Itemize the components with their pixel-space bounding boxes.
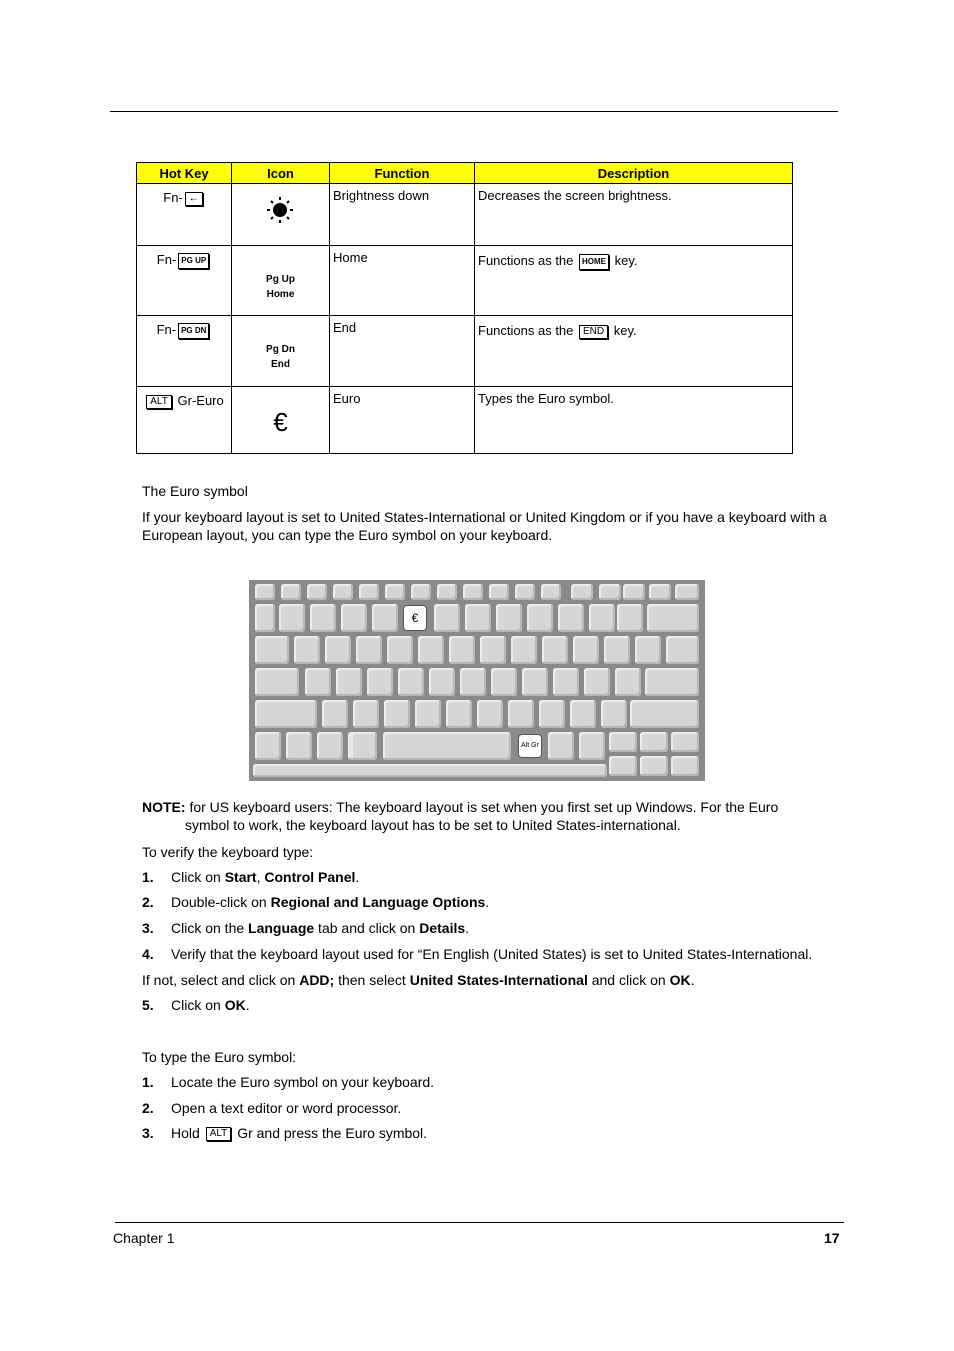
description-text: key.: [614, 253, 638, 268]
note-line2: symbol to work, the keyboard layout has to be set to United States-international.: [185, 817, 681, 833]
key: [589, 604, 615, 632]
hotkey-cell: [137, 387, 232, 454]
step-text: Open a text editor or word processor.: [171, 1100, 402, 1116]
description-cell: Types the Euro symbol.: [475, 387, 793, 454]
key: [491, 668, 517, 696]
key: [372, 604, 398, 632]
key: [398, 668, 424, 696]
key: [542, 636, 568, 664]
col-header-description: Description: [475, 163, 793, 184]
table-row: [137, 184, 793, 246]
key: [675, 584, 699, 600]
col-header-hotkey: Hot Key: [137, 163, 232, 184]
step-number: 3.: [142, 1125, 154, 1141]
hotkey-suffix: Gr-Euro: [177, 393, 224, 408]
key: [480, 636, 506, 664]
key: [671, 732, 699, 752]
key: [255, 700, 317, 728]
icon-line: Pg Dn: [266, 344, 295, 355]
key: [325, 636, 351, 664]
function-cell: Euro: [330, 387, 475, 454]
table-header-row: [137, 163, 793, 184]
footer-rule: [115, 1222, 844, 1223]
text-run: tab and click on: [314, 920, 420, 936]
text-run: If not, select and click on: [142, 972, 300, 988]
header-rule: [110, 111, 838, 112]
text-run: .: [245, 997, 250, 1013]
description-text: Functions as the: [478, 253, 574, 268]
text-run: .: [485, 894, 490, 910]
key: [255, 604, 275, 632]
footer-page-number: 17: [824, 1230, 840, 1246]
step-number: 1.: [142, 1074, 154, 1090]
note-label: NOTE:: [142, 799, 186, 815]
key: [671, 756, 699, 776]
key: [255, 668, 299, 696]
euro-icon: €: [273, 407, 288, 437]
footer-chapter: Chapter 1: [113, 1230, 175, 1246]
key: [281, 584, 301, 600]
altgr-key: Alt Gr: [519, 735, 541, 757]
step-number: 2.: [142, 894, 154, 910]
text-run: Gr and press the Euro symbol.: [237, 1125, 428, 1141]
key: [571, 584, 593, 600]
text-run: Click on the: [171, 920, 249, 936]
key: [333, 584, 353, 600]
key: [356, 636, 382, 664]
hotkey-prefix: Fn-: [163, 190, 183, 205]
text-bold: Language: [248, 920, 315, 936]
description-cell: Decreases the screen brightness.: [475, 184, 793, 246]
euro-intro: If your keyboard layout is set to United States-International or United Kingdom or if you have a keyboard with a European layout, you can type the Euro symbol on your keyboard.: [142, 509, 827, 543]
hotkey-table: [136, 162, 793, 454]
text-bold: OK: [669, 972, 691, 988]
key: [310, 604, 336, 632]
text-run: Hold: [171, 1125, 200, 1141]
type-heading: To type the Euro symbol:: [142, 1049, 297, 1065]
pgup-key-icon: PG UP: [178, 253, 209, 269]
icon-line: Home: [266, 289, 295, 300]
key: [573, 636, 599, 664]
icon-line: End: [271, 359, 290, 370]
step-text: [171, 894, 489, 910]
key: [387, 636, 413, 664]
step-text: Locate the Euro symbol on your keyboard.: [171, 1074, 435, 1090]
text-run: then select: [334, 972, 410, 988]
step-number: 2.: [142, 1100, 154, 1116]
note-line1: for US keyboard users: The keyboard layout is set when you first set up Windows. For the Euro: [189, 799, 779, 815]
verify-heading: To verify the keyboard type:: [142, 844, 314, 860]
key: [384, 700, 410, 728]
step-number: 3.: [142, 920, 154, 936]
text-run: Double-click on: [171, 894, 271, 910]
key: [411, 584, 431, 600]
key: [496, 604, 522, 632]
table-row: [137, 387, 793, 454]
step-number: 1.: [142, 869, 154, 885]
step-number: 5.: [142, 997, 154, 1013]
icon-cell: [232, 316, 330, 387]
key: [477, 700, 503, 728]
key: [446, 700, 472, 728]
key: [255, 636, 289, 664]
step-text: Verify that the keyboard layout used for “En English (United States) is set to United States-International.: [171, 946, 813, 962]
key: [558, 604, 584, 632]
pgdn-key-icon: PG DN: [178, 323, 209, 339]
text-run: ,: [256, 869, 265, 885]
text-bold: Regional and Language Options: [270, 894, 486, 910]
key: [615, 668, 641, 696]
step-text: [171, 920, 469, 936]
note-paragraph: [142, 798, 842, 816]
key: [336, 668, 362, 696]
key: [609, 756, 637, 776]
description-cell: [475, 246, 793, 316]
icon-line: Pg Up: [266, 274, 295, 285]
text-bold: United States-International: [409, 972, 588, 988]
key: [617, 604, 643, 632]
key: [508, 700, 534, 728]
alt-key-icon: ALT: [146, 395, 172, 409]
palm-rest-bar: [253, 764, 607, 777]
key: [341, 604, 367, 632]
text-bold: Start: [224, 869, 257, 885]
function-cell: Brightness down: [330, 184, 475, 246]
hotkey-cell: [137, 246, 232, 316]
alt-key-icon: ALT: [206, 1127, 232, 1141]
function-cell: Home: [330, 246, 475, 316]
key: [539, 700, 565, 728]
key: [286, 732, 312, 760]
key: [553, 668, 579, 696]
key: [415, 700, 441, 728]
key: [666, 636, 699, 664]
table-row: [137, 316, 793, 387]
step-text: [171, 997, 250, 1013]
text-bold: OK: [224, 997, 246, 1013]
key: [649, 584, 671, 600]
sun-brightness-icon: [232, 184, 330, 242]
key: [609, 732, 637, 752]
key: [418, 636, 444, 664]
key: [630, 700, 699, 728]
key: [322, 700, 348, 728]
text-bold: Control Panel: [264, 869, 356, 885]
text-run: .: [465, 920, 470, 936]
euro-heading: The Euro symbol: [142, 483, 248, 499]
key: [640, 756, 668, 776]
text-run: and click on: [587, 972, 670, 988]
hotkey-cell: [137, 184, 232, 246]
key: [527, 604, 553, 632]
key: [463, 584, 483, 600]
step-number: 4.: [142, 946, 154, 962]
text-run: .: [355, 869, 360, 885]
key: [367, 668, 393, 696]
hotkey-cell: [137, 316, 232, 387]
text-bold: Details: [419, 920, 466, 936]
key: [645, 668, 699, 696]
key: [255, 732, 281, 760]
spacebar-key: [383, 732, 511, 760]
key: [623, 584, 645, 600]
key: [317, 732, 343, 760]
icon-cell: [232, 184, 330, 246]
key: [307, 584, 327, 600]
step-text: [171, 1125, 427, 1141]
key: [489, 584, 509, 600]
function-cell: End: [330, 316, 475, 387]
key: [541, 584, 561, 600]
icon-cell: [232, 387, 330, 454]
key: [437, 584, 457, 600]
euro-key: €: [404, 606, 426, 630]
hotkey-prefix: Fn-: [156, 322, 177, 337]
pgup-home-icon: [232, 246, 329, 302]
key: [570, 700, 596, 728]
key: [359, 584, 379, 600]
key: [429, 668, 455, 696]
key: [515, 584, 535, 600]
description-text: Functions as the: [478, 323, 574, 338]
key: [522, 668, 548, 696]
key: [640, 732, 668, 752]
key: [449, 636, 475, 664]
key: [579, 732, 605, 760]
description-text: key.: [613, 323, 637, 338]
key: [305, 668, 331, 696]
key: [599, 584, 621, 600]
key: [465, 604, 491, 632]
key: [279, 604, 305, 632]
key: [601, 700, 627, 728]
hotkey-prefix: Fn-: [156, 252, 177, 267]
text-run: Click on: [171, 869, 225, 885]
key: [255, 584, 275, 600]
key: [548, 732, 574, 760]
key: [434, 604, 460, 632]
step-text: [171, 869, 359, 885]
table-row: [137, 246, 793, 316]
arrow-key-icon: ←: [185, 192, 203, 206]
keyboard-diagram: [249, 580, 705, 781]
key: [604, 636, 630, 664]
pgdn-end-icon: [232, 316, 329, 372]
key: [294, 636, 320, 664]
key: [460, 668, 486, 696]
col-header-function: Function: [330, 163, 475, 184]
icon-cell: [232, 246, 330, 316]
key: [635, 636, 661, 664]
key: [353, 700, 379, 728]
key: [511, 636, 537, 664]
col-header-icon: Icon: [232, 163, 330, 184]
end-key-icon: END: [579, 325, 608, 339]
text-bold: ADD;: [299, 972, 335, 988]
if-not-paragraph: [142, 971, 842, 989]
key: [351, 732, 377, 760]
key: [584, 668, 610, 696]
key: [385, 584, 405, 600]
description-cell: [475, 316, 793, 387]
text-run: Click on: [171, 997, 225, 1013]
home-key-icon: HOME: [579, 254, 609, 270]
key: [647, 604, 699, 632]
text-run: .: [690, 972, 695, 988]
